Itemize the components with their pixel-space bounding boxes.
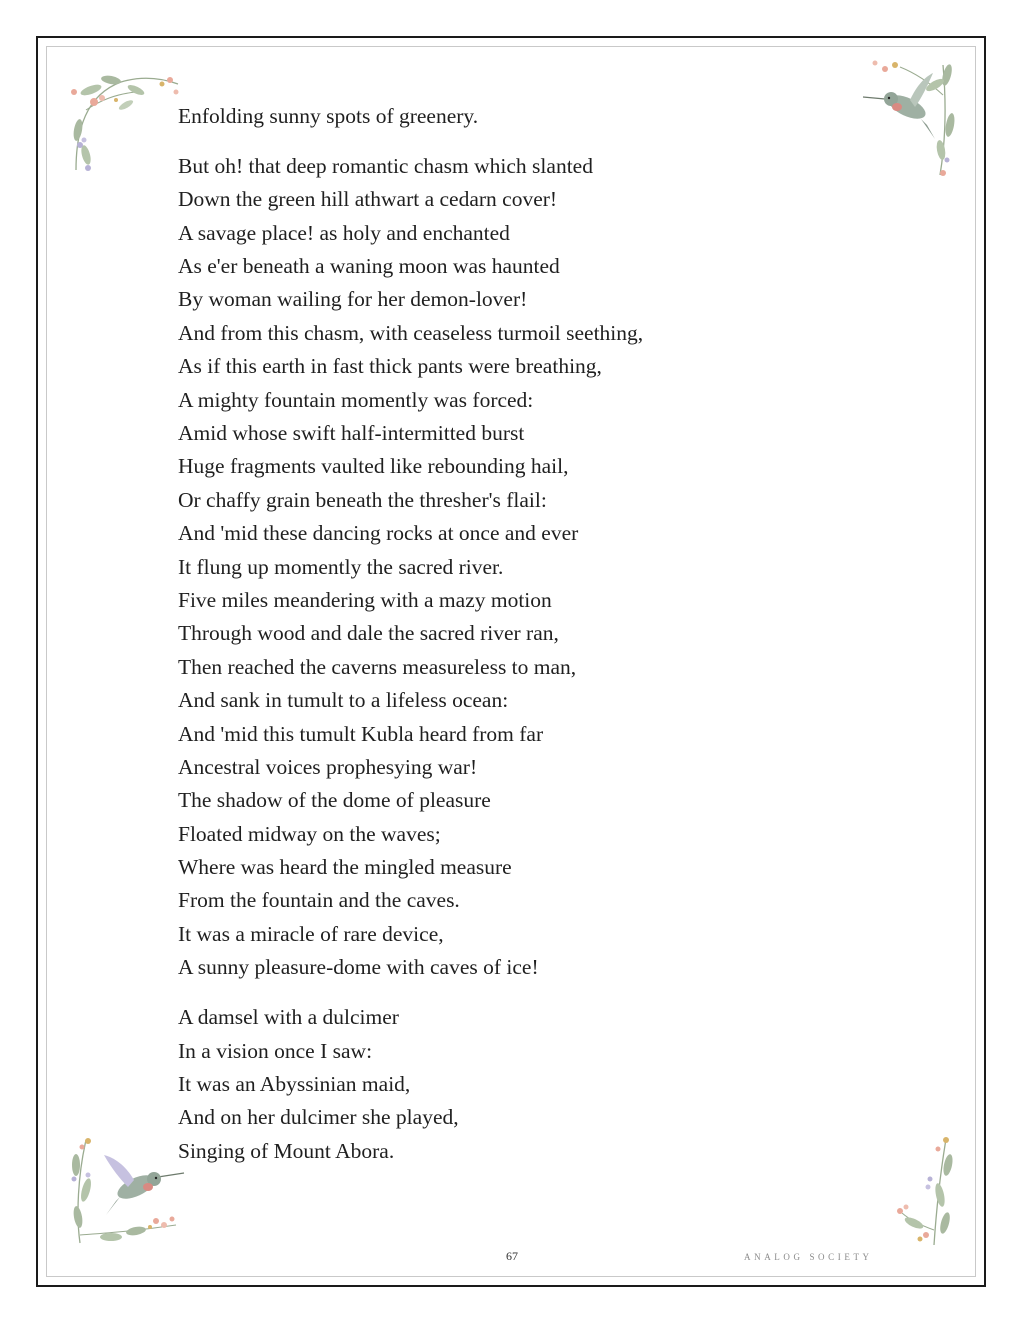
poem-line: Through wood and dale the sacred river ran, (178, 621, 559, 646)
poem-line: From the fountain and the caves. (178, 888, 460, 913)
stanza (178, 1001, 818, 1168)
stanza (178, 100, 818, 133)
poem-line: And 'mid this tumult Kubla heard from far (178, 721, 544, 746)
poem-line: A sunny pleasure-dome with caves of ice! (178, 955, 539, 980)
floral-corner-icon (66, 70, 186, 180)
hummingbird-floral-icon (855, 55, 960, 180)
poem-line: Amid whose swift half-intermitted burst (178, 421, 525, 446)
poem-line: Floated midway on the waves; (178, 821, 441, 846)
poem-line: But oh! that deep romantic chasm which slanted (178, 153, 593, 178)
poem-line: And from this chasm, with ceaseless turmoil seething, (178, 320, 644, 345)
floral-sprig-icon (890, 1135, 960, 1247)
stanza (178, 150, 818, 985)
poem-line: Or chaffy grain beneath the thresher's flail: (178, 487, 547, 512)
poem-line: As if this earth in fast thick pants were breathing, (178, 354, 602, 379)
poem-line: It was a miracle of rare device, (178, 921, 444, 946)
poem-line: Then reached the caverns measureless to man, (178, 654, 577, 679)
poem-line: Ancestral voices prophesying war! (178, 754, 478, 779)
poem-line: Singing of Mount Abora. (178, 1138, 395, 1163)
poem-line: As e'er beneath a waning moon was haunted (178, 254, 560, 279)
poem-line: The shadow of the dome of pleasure (178, 788, 491, 813)
hummingbird-floral-icon (66, 1135, 196, 1247)
poem-line: A savage place! as holy and enchanted (178, 220, 510, 245)
poem-line: It was an Abyssinian maid, (178, 1071, 411, 1096)
poem-line: It flung up momently the sacred river. (178, 554, 504, 579)
poem-line: And 'mid these dancing rocks at once and ever (178, 521, 579, 546)
poem-line: Enfolding sunny spots of greenery. (178, 104, 479, 128)
poem-line: A damsel with a dulcimer (178, 1005, 399, 1030)
poem-line: And on her dulcimer she played, (178, 1105, 459, 1130)
poem-line: In a vision once I saw: (178, 1038, 373, 1063)
poem-line: Where was heard the mingled measure (178, 855, 512, 880)
brand-name: ANALOG SOCIETY (744, 1252, 873, 1262)
poem-line: Huge fragments vaulted like rebounding hail, (178, 454, 569, 479)
page-number: 67 (506, 1249, 518, 1263)
poem-line: By woman wailing for her demon-lover! (178, 287, 528, 312)
poem-line: A mighty fountain momently was forced: (178, 387, 534, 412)
poem-text (178, 100, 818, 1168)
poem-line: Down the green hill athwart a cedarn cover! (178, 187, 558, 212)
poem-line: And sank in tumult to a lifeless ocean: (178, 688, 509, 713)
poem-line: Five miles meandering with a mazy motion (178, 587, 552, 612)
